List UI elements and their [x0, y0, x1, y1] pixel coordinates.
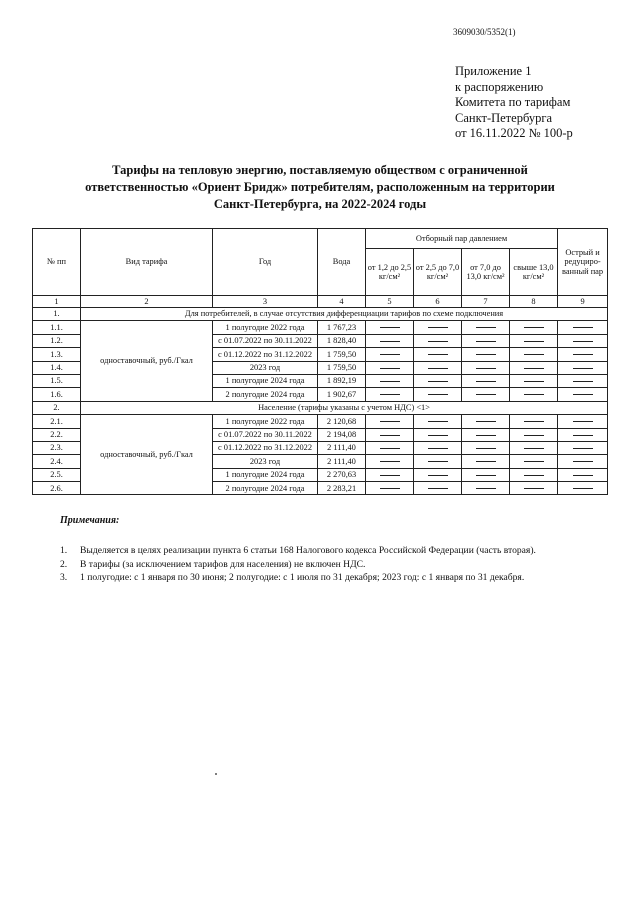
row-number: 2.1. [33, 415, 81, 428]
empty-tariff-cell [510, 388, 558, 401]
empty-tariff-cell [414, 374, 462, 387]
empty-tariff-cell [414, 482, 462, 495]
dash-mark [476, 394, 496, 395]
water-tariff: 2 283,21 [318, 482, 366, 495]
water-tariff: 1 759,50 [318, 361, 366, 374]
dash-mark [573, 394, 593, 395]
empty-tariff-cell [510, 374, 558, 387]
column-number: 5 [366, 296, 414, 308]
dash-mark [380, 327, 400, 328]
tariff-kind: одноставочный, руб./Гкал [81, 415, 213, 495]
dash-mark [428, 341, 448, 342]
appendix-line: Комитета по тарифам [455, 95, 571, 109]
dash-mark [428, 488, 448, 489]
row-number: 2.3. [33, 441, 81, 454]
title-line: ответственностью «Ориент Бридж» потребителям, расположенным на территории [85, 180, 555, 194]
dash-mark [524, 461, 544, 462]
dash-mark [524, 368, 544, 369]
empty-tariff-cell [414, 388, 462, 401]
period: с 01.07.2022 по 30.11.2022 [213, 428, 318, 441]
dash-mark [573, 448, 593, 449]
water-tariff: 2 194,08 [318, 428, 366, 441]
note-text: 1 полугодие: с 1 января по 30 июня; 2 полугодие: с 1 июля по 31 декабря; 2023 год: с 1 января по 31 декабря. [80, 572, 525, 583]
water-tariff: 1 902,67 [318, 388, 366, 401]
dash-mark [573, 488, 593, 489]
dash-mark [380, 394, 400, 395]
empty-tariff-cell [366, 321, 414, 334]
empty-tariff-cell [558, 361, 608, 374]
water-tariff: 2 270,63 [318, 468, 366, 481]
title-line: Санкт-Петербурга, на 2022-2024 годы [213, 197, 427, 211]
period: с 01.12.2022 по 31.12.2022 [213, 348, 318, 361]
empty-tariff-cell [414, 441, 462, 454]
header-year: Год [213, 229, 318, 296]
empty-tariff-cell [366, 455, 414, 468]
empty-tariff-cell [510, 348, 558, 361]
dash-mark [380, 435, 400, 436]
title-line: Тарифы на тепловую энергию, поставляемую обществом с ограниченной [112, 163, 528, 177]
dash-mark [380, 421, 400, 422]
appendix-reference [455, 64, 573, 142]
period: 1 полугодие 2022 года [213, 415, 318, 428]
row-number: 1.3. [33, 348, 81, 361]
empty-tariff-cell [414, 348, 462, 361]
empty-tariff-cell [558, 468, 608, 481]
period: 1 полугодие 2024 года [213, 468, 318, 481]
dash-mark [524, 394, 544, 395]
water-tariff: 2 120,68 [318, 415, 366, 428]
dash-mark [380, 488, 400, 489]
section-row [33, 401, 608, 414]
empty-tariff-cell [462, 415, 510, 428]
dash-mark [380, 381, 400, 382]
note-item [60, 558, 630, 572]
dash-mark [524, 341, 544, 342]
row-number: 2.6. [33, 482, 81, 495]
empty-tariff-cell [510, 455, 558, 468]
dash-mark [476, 461, 496, 462]
tariff-kind: одноставочный, руб./Гкал [81, 321, 213, 401]
period: с 01.07.2022 по 30.11.2022 [213, 334, 318, 347]
row-number: 2.2. [33, 428, 81, 441]
dash-mark [524, 354, 544, 355]
dash-mark [524, 421, 544, 422]
water-tariff: 1 892,19 [318, 374, 366, 387]
water-tariff: 2 111,40 [318, 441, 366, 454]
empty-tariff-cell [462, 321, 510, 334]
notes-title: Примечания: [60, 515, 120, 526]
notes-list [60, 544, 630, 585]
dash-mark [476, 381, 496, 382]
empty-tariff-cell [366, 374, 414, 387]
empty-tariff-cell [462, 334, 510, 347]
empty-tariff-cell [558, 441, 608, 454]
section-title: Для потребителей, в случае отсутствия дифференциации тарифов по схеме подключения [81, 308, 608, 321]
dash-mark [476, 475, 496, 476]
note-text: В тарифы (за исключением тарифов для населения) не включен НДС. [80, 558, 366, 570]
dash-mark [476, 341, 496, 342]
dash-mark [476, 435, 496, 436]
empty-tariff-cell [558, 334, 608, 347]
period: 2023 год [213, 455, 318, 468]
dash-mark [476, 421, 496, 422]
empty-tariff-cell [510, 441, 558, 454]
empty-tariff-cell [462, 348, 510, 361]
water-tariff: 1 767,23 [318, 321, 366, 334]
tariff-table [32, 228, 608, 495]
dash-mark [428, 475, 448, 476]
dash-mark [476, 488, 496, 489]
header-steam-4: свыше 13,0 кг/см² [510, 249, 558, 296]
empty-tariff-cell [510, 482, 558, 495]
empty-tariff-cell [462, 441, 510, 454]
row-number: 1.6. [33, 388, 81, 401]
empty-tariff-cell [558, 321, 608, 334]
water-tariff: 1 828,40 [318, 334, 366, 347]
empty-tariff-cell [414, 415, 462, 428]
period: 2 полугодие 2024 года [213, 388, 318, 401]
empty-tariff-cell [366, 361, 414, 374]
row-number: 2.5. [33, 468, 81, 481]
dash-mark [573, 327, 593, 328]
dash-mark [524, 448, 544, 449]
note-number: 2. [60, 558, 68, 570]
header-steam-group: Отборный пар давлением [366, 229, 558, 249]
header-num: № пп [33, 229, 81, 296]
header-sharp-steam: Острый и редуциро-ванный пар [558, 229, 608, 296]
empty-tariff-cell [462, 374, 510, 387]
column-number: 1 [33, 296, 81, 308]
dash-mark [380, 461, 400, 462]
empty-tariff-cell [366, 482, 414, 495]
empty-tariff-cell [462, 361, 510, 374]
note-item [60, 571, 630, 585]
period: 1 полугодие 2024 года [213, 374, 318, 387]
empty-tariff-cell [462, 428, 510, 441]
column-number: 9 [558, 296, 608, 308]
empty-tariff-cell [366, 428, 414, 441]
dash-mark [573, 461, 593, 462]
document-title [40, 162, 600, 213]
appendix-line: Санкт-Петербурга [455, 110, 553, 125]
section-number: 1. [33, 308, 81, 321]
empty-tariff-cell [366, 468, 414, 481]
dash-mark [573, 354, 593, 355]
period: 1 полугодие 2022 года [213, 321, 318, 334]
header-tariff-kind: Вид тарифа [81, 229, 213, 296]
empty-tariff-cell [414, 428, 462, 441]
empty-tariff-cell [510, 334, 558, 347]
dash-mark [573, 381, 593, 382]
dash-mark [380, 448, 400, 449]
dash-mark [524, 381, 544, 382]
header-steam-2: от 2,5 до 7,0 кг/см² [414, 249, 462, 296]
table-row [33, 415, 608, 428]
empty-tariff-cell [414, 455, 462, 468]
dash-mark [380, 368, 400, 369]
section-row [33, 308, 608, 321]
dash-mark [524, 475, 544, 476]
dash-mark [380, 354, 400, 355]
empty-tariff-cell [558, 388, 608, 401]
empty-tariff-cell [510, 415, 558, 428]
header-steam-1: от 1,2 до 2,5 кг/см² [366, 249, 414, 296]
dash-mark [573, 475, 593, 476]
period: 2 полугодие 2024 года [213, 482, 318, 495]
dash-mark [524, 488, 544, 489]
column-number: 6 [414, 296, 462, 308]
row-number: 1.5. [33, 374, 81, 387]
empty-tariff-cell [366, 388, 414, 401]
dash-mark [380, 475, 400, 476]
dash-mark [524, 435, 544, 436]
note-text: Выделяется в целях реализации пункта 6 статьи 168 Налогового кодекса Российской Федерации (часть вторая). [80, 545, 536, 556]
document-number: 3609030/5352(1) [453, 27, 516, 37]
column-number: 8 [510, 296, 558, 308]
appendix-line: к распоряжению [455, 79, 544, 94]
dash-mark [428, 327, 448, 328]
empty-tariff-cell [462, 482, 510, 495]
column-number: 4 [318, 296, 366, 308]
empty-tariff-cell [366, 334, 414, 347]
dash-mark [573, 341, 593, 342]
period: 2023 год [213, 361, 318, 374]
empty-tariff-cell [414, 321, 462, 334]
dash-mark [573, 435, 593, 436]
empty-tariff-cell [366, 415, 414, 428]
appendix-line: от 16.11.2022 № 100-р [455, 126, 573, 140]
dash-mark [428, 354, 448, 355]
empty-tariff-cell [558, 455, 608, 468]
empty-tariff-cell [510, 428, 558, 441]
dash-mark [573, 368, 593, 369]
period: с 01.12.2022 по 31.12.2022 [213, 441, 318, 454]
empty-tariff-cell [510, 321, 558, 334]
appendix-line: Приложение 1 [455, 64, 532, 78]
dash-mark [476, 368, 496, 369]
dash-mark [428, 421, 448, 422]
empty-tariff-cell [558, 482, 608, 495]
note-number: 3. [60, 572, 68, 583]
empty-tariff-cell [366, 348, 414, 361]
table-row [33, 321, 608, 334]
empty-tariff-cell [414, 334, 462, 347]
dash-mark [428, 461, 448, 462]
dash-mark [476, 327, 496, 328]
empty-tariff-cell [462, 455, 510, 468]
empty-tariff-cell [462, 468, 510, 481]
header-water: Вода [318, 229, 366, 296]
dash-mark [428, 368, 448, 369]
section-number: 2. [33, 401, 81, 414]
dash-mark [476, 354, 496, 355]
row-number: 1.1. [33, 321, 81, 334]
note-number: 1. [60, 545, 68, 556]
column-number: 2 [81, 296, 213, 308]
scan-speck [215, 773, 217, 775]
column-number: 7 [462, 296, 510, 308]
header-steam-3: от 7,0 до 13,0 кг/см² [462, 249, 510, 296]
empty-tariff-cell [366, 441, 414, 454]
water-tariff: 1 759,50 [318, 348, 366, 361]
row-number: 1.4. [33, 361, 81, 374]
empty-tariff-cell [462, 388, 510, 401]
empty-tariff-cell [558, 348, 608, 361]
dash-mark [428, 381, 448, 382]
note-item [60, 544, 630, 558]
row-number: 1.2. [33, 334, 81, 347]
dash-mark [380, 341, 400, 342]
empty-tariff-cell [558, 415, 608, 428]
empty-tariff-cell [558, 428, 608, 441]
section-title: Население (тарифы указаны с учетом НДС) <1> [81, 401, 608, 414]
dash-mark [573, 421, 593, 422]
empty-tariff-cell [510, 468, 558, 481]
dash-mark [524, 327, 544, 328]
empty-tariff-cell [558, 374, 608, 387]
row-number: 2.4. [33, 455, 81, 468]
empty-tariff-cell [510, 361, 558, 374]
empty-tariff-cell [414, 361, 462, 374]
dash-mark [428, 435, 448, 436]
dash-mark [428, 448, 448, 449]
empty-tariff-cell [414, 468, 462, 481]
water-tariff: 2 111,40 [318, 455, 366, 468]
dash-mark [428, 394, 448, 395]
dash-mark [476, 448, 496, 449]
column-number: 3 [213, 296, 318, 308]
